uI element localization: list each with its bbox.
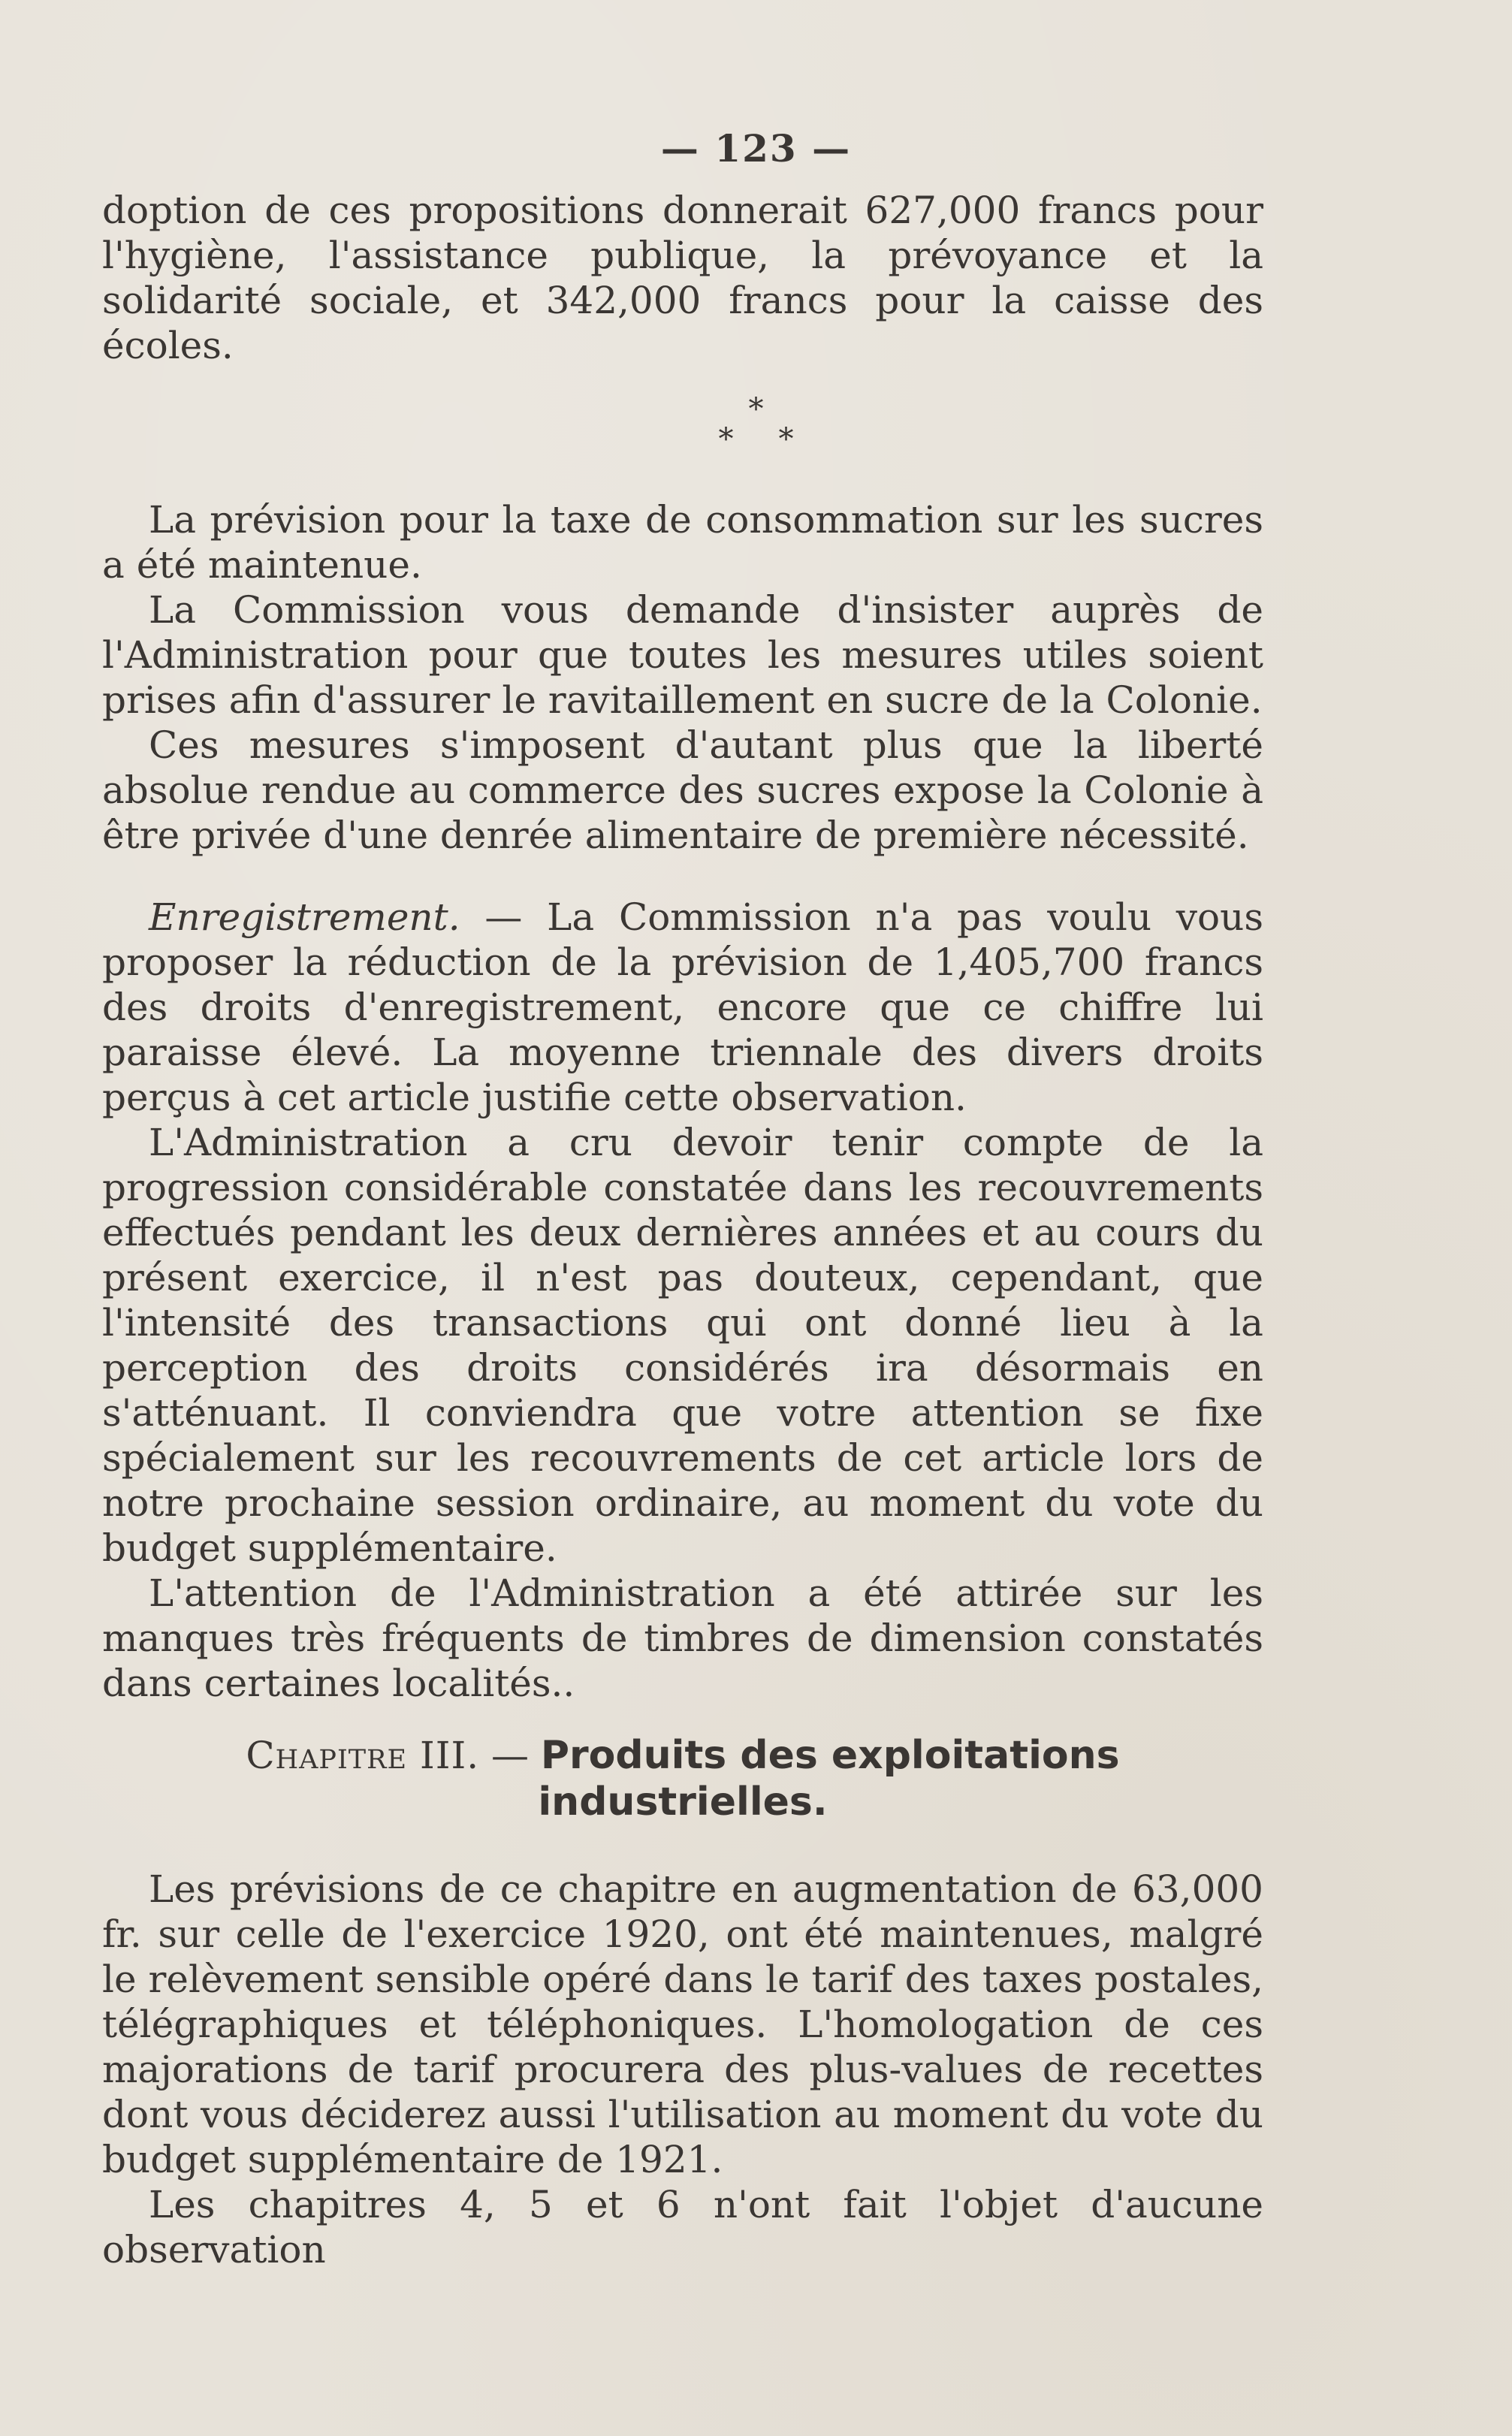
enregistrement-section	[102, 895, 1263, 1706]
chapter-paragraph-2: Les chapitres 4, 5 et 6 n'ont fait l'objet d'aucune observation	[102, 2183, 1263, 2271]
chapter-label: Chapitre III.	[246, 1734, 480, 1777]
separator-star-left: *	[718, 422, 734, 457]
sucres-paragraph-3: Ces mesures s'imposent d'autant plus que la liberté absolue rendue au commerce des sucres expose la Colonie à être privée d'une denrée alimentaire de première nécessité.	[102, 723, 1263, 857]
enregistrement-paragraph-3: L'attention de l'Administration a été attirée sur les manques très fréquents de timbres de dimension constatés dans certaines localités..	[102, 1571, 1263, 1705]
chapter-title-line-2: industrielles.	[538, 1779, 828, 1825]
separator-star-right: *	[778, 422, 794, 457]
chapter-paragraph-1: Les prévisions de ce chapitre en augmentation de 63,000 fr. sur celle de l'exercice 1920, ont été maintenues, malgré le relèvement sensible opéré dans le tarif des taxes postales, télégraphiques et téléphoniques. L'homologation de ces majorations de tarif procurera des plus-values de recettes dont vous déciderez aussi l'utilisation au moment du vote du budget supplémentaire de 1921.	[102, 1867, 1263, 2181]
sucres-section	[102, 497, 1263, 858]
enregistrement-heading: Enregistrement.	[149, 895, 460, 939]
enregistrement-paragraph-1	[102, 895, 1263, 1120]
enregistrement-paragraph-1-text: — La Commission n'a pas voulu vous proposer la réduction de la prévision de 1,405,700 francs des droits d'enregistrement, encore que ce chiffre lui paraisse élevé. La moyenne triennale des divers droits perçus à cet article justifie cette observation.	[102, 895, 1263, 1119]
sucres-paragraph-1: La prévision pour la taxe de consommation sur les sucres a été maintenue.	[102, 498, 1263, 587]
chapter-title-line-1: Produits des exploitations	[540, 1733, 1120, 1778]
chapter-dash: —	[479, 1734, 541, 1777]
chapter-heading	[102, 1732, 1263, 1825]
chapter-heading-line-1	[102, 1732, 1263, 1779]
paragraph-text: doption de ces propositions donnerait 627,000 francs pour l'hygiène, l'assistance publique, la prévoyance et la solidarité sociale, et 342,000 francs pour la caisse des écoles.	[102, 189, 1263, 367]
sucres-paragraph-2: La Commission vous demande d'insister auprès de l'Administration pour que toutes les mesures utiles soient prises afin d'assurer le ravitaillement en sucre de la Colonie.	[102, 588, 1263, 722]
page-number: — 123 —	[660, 126, 852, 171]
separator-star-row	[0, 422, 1512, 457]
separator-star-top: *	[748, 392, 764, 427]
enregistrement-paragraph-2: L'Administration a cru devoir tenir compte de la progression considérable constatée dans les recouvrements effectués pendant les deux dernières années et au cours du présent exercice, il n'est pas douteux, cependant, que l'intensité des transactions qui ont donné lieu à la perception des droits considérés ira désormais en s'atténuant. Il conviendra que votre attention se fixe spécialement sur les recouvrements de cet article lors de notre prochaine session ordinaire, au moment du vote du budget supplémentaire.	[102, 1121, 1263, 1570]
chapter-body	[102, 1867, 1263, 2272]
section-separator	[0, 392, 1512, 457]
top-paragraph	[102, 188, 1263, 368]
